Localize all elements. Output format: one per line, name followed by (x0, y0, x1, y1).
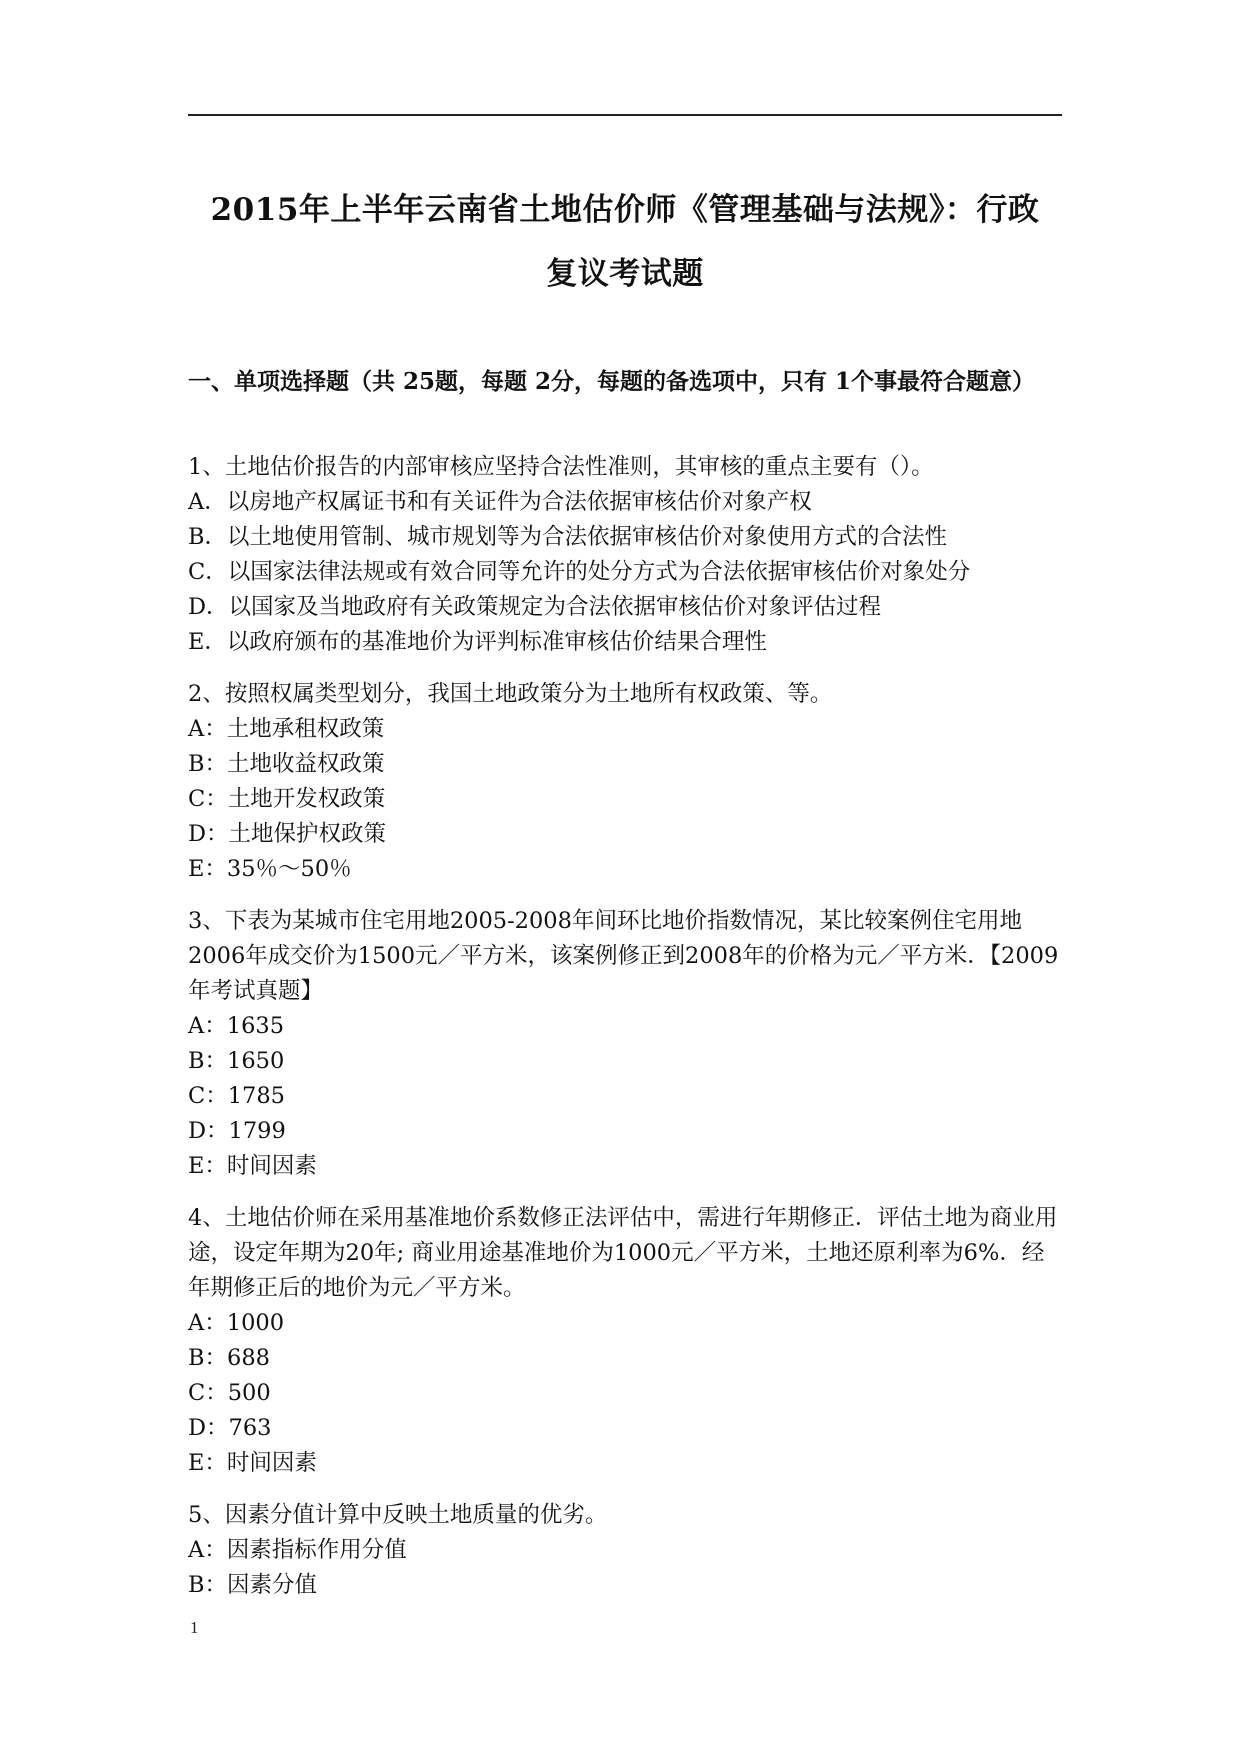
page-number: 1 (190, 1618, 199, 1637)
option-b: B：土地收益权政策 (188, 751, 385, 777)
header-rule (188, 114, 1062, 116)
option-a: A：因素指标作用分值 (188, 1537, 407, 1563)
option-a: A：土地承租权政策 (188, 716, 385, 742)
question-list (188, 450, 1062, 1620)
option-c: C．以国家法律法规或有效合同等允许的处分方式为合法依据审核估价对象处分 (188, 559, 971, 585)
option-a: A．以房地产权属证书和有关证件为合法依据审核估价对象产权 (188, 489, 812, 515)
option-e: E：时间因素 (188, 1153, 317, 1179)
title-line-1: 2015年上半年云南省土地估价师《管理基础与法规》：行政 (210, 192, 1040, 228)
option-c: C：500 (188, 1380, 271, 1406)
option-c: C：土地开发权政策 (188, 786, 386, 812)
question-4 (188, 1201, 1062, 1481)
option-e: E：时间因素 (188, 1450, 317, 1476)
option-e: E：35％～50％ (188, 856, 352, 882)
title-line-2: 复议考试题 (546, 256, 704, 292)
option-e: E．以政府颁布的基准地价为评判标准审核估价结果合理性 (188, 629, 767, 655)
question-stem: 5、因素分值计算中反映土地质量的优劣。 (188, 1502, 608, 1528)
question-stem: 1、土地估价报告的内部审核应坚持合法性准则，其审核的重点主要有（）。 (188, 454, 934, 480)
option-b: B：688 (188, 1345, 270, 1371)
option-a: A：1000 (188, 1310, 285, 1336)
option-d: D：土地保护权政策 (188, 821, 387, 847)
document-title (188, 178, 1062, 306)
option-a: A：1635 (188, 1013, 285, 1039)
option-d: D：763 (188, 1415, 272, 1441)
option-c: C：1785 (188, 1083, 285, 1109)
question-2 (188, 677, 1062, 887)
option-b: B：因素分值 (188, 1572, 318, 1598)
option-b: B：1650 (188, 1048, 285, 1074)
option-d: D：1799 (188, 1118, 286, 1144)
question-1 (188, 450, 1062, 660)
question-stem: 3、下表为某城市住宅用地2005-2008年间环比地价指数情况，某比较案例住宅用地2006年成交价为1500元／平方米，该案例修正到2008年的价格为元／平方米．【2009年考试真题】 (188, 908, 1059, 1004)
option-d: D．以国家及当地政府有关政策规定为合法依据审核估价对象评估过程 (188, 594, 882, 620)
question-5 (188, 1498, 1062, 1603)
option-b: B．以土地使用管制、城市规划等为合法依据审核估价对象使用方式的合法性 (188, 524, 948, 550)
question-3 (188, 904, 1062, 1184)
question-stem: 2、按照权属类型划分，我国土地政策分为土地所有权政策、等。 (188, 681, 833, 707)
question-stem: 4、土地估价师在采用基准地价系数修正法评估中，需进行年期修正．评估土地为商业用途，设定年期为20年; 商业用途基准地价为1000元／平方米，土地还原利率为6%．经年期修正后的地价为元／平方米。 (188, 1205, 1058, 1301)
section-heading: 一、单项选择题（共 25题，每题 2分，每题的备选项中，只有 1个事最符合题意） (188, 368, 1036, 395)
